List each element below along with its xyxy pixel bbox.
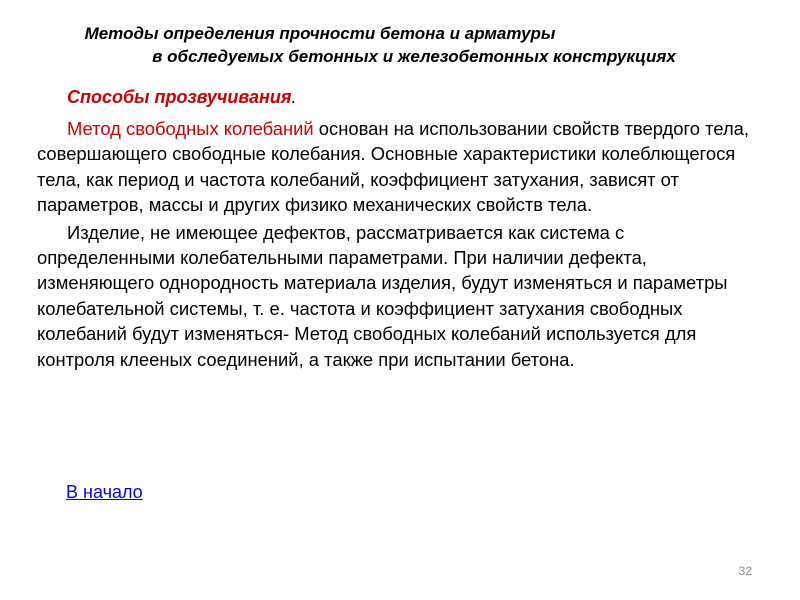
paragraph-1	[37, 116, 765, 218]
page-number: 32	[738, 564, 752, 578]
slide-title-line-1: Методы определения прочности бетона и арматуры	[84, 24, 556, 43]
paragraph-1-highlight: Метод свободных колебаний	[67, 118, 314, 139]
section-heading-punct: .	[291, 87, 297, 107]
back-to-start-link[interactable]: В начало	[66, 482, 143, 502]
section-heading	[67, 85, 297, 109]
body-text	[37, 116, 765, 374]
paragraph-2: Изделие, не имеющее дефектов, рассматривается как система с определенными колебательными параметрами. При наличии дефекта, изменяющего однородность материала изделия, будут изменяться и параметры колебательной системы, т. е. частота и коэффициент затухания свободных колебаний будут изменяться- Метод свободных колебаний используется для контроля клееных соединений, а также при испытании бетона.	[37, 221, 728, 370]
slide-title	[0, 22, 800, 68]
paragraph-1-rest: основан на использовании свойств твердого тела, совершающего свободные колебания. Основные характеристики колеблющегося тела, как период и частота колебаний, коэффициент затухания, зависят от параметров, массы и других физико механических свойств тела.	[37, 118, 750, 216]
section-heading-text: Способы прозвучивания	[67, 87, 292, 107]
slide-title-line-2: в обследуемых бетонных и железобетонных конструкциях	[152, 47, 676, 66]
